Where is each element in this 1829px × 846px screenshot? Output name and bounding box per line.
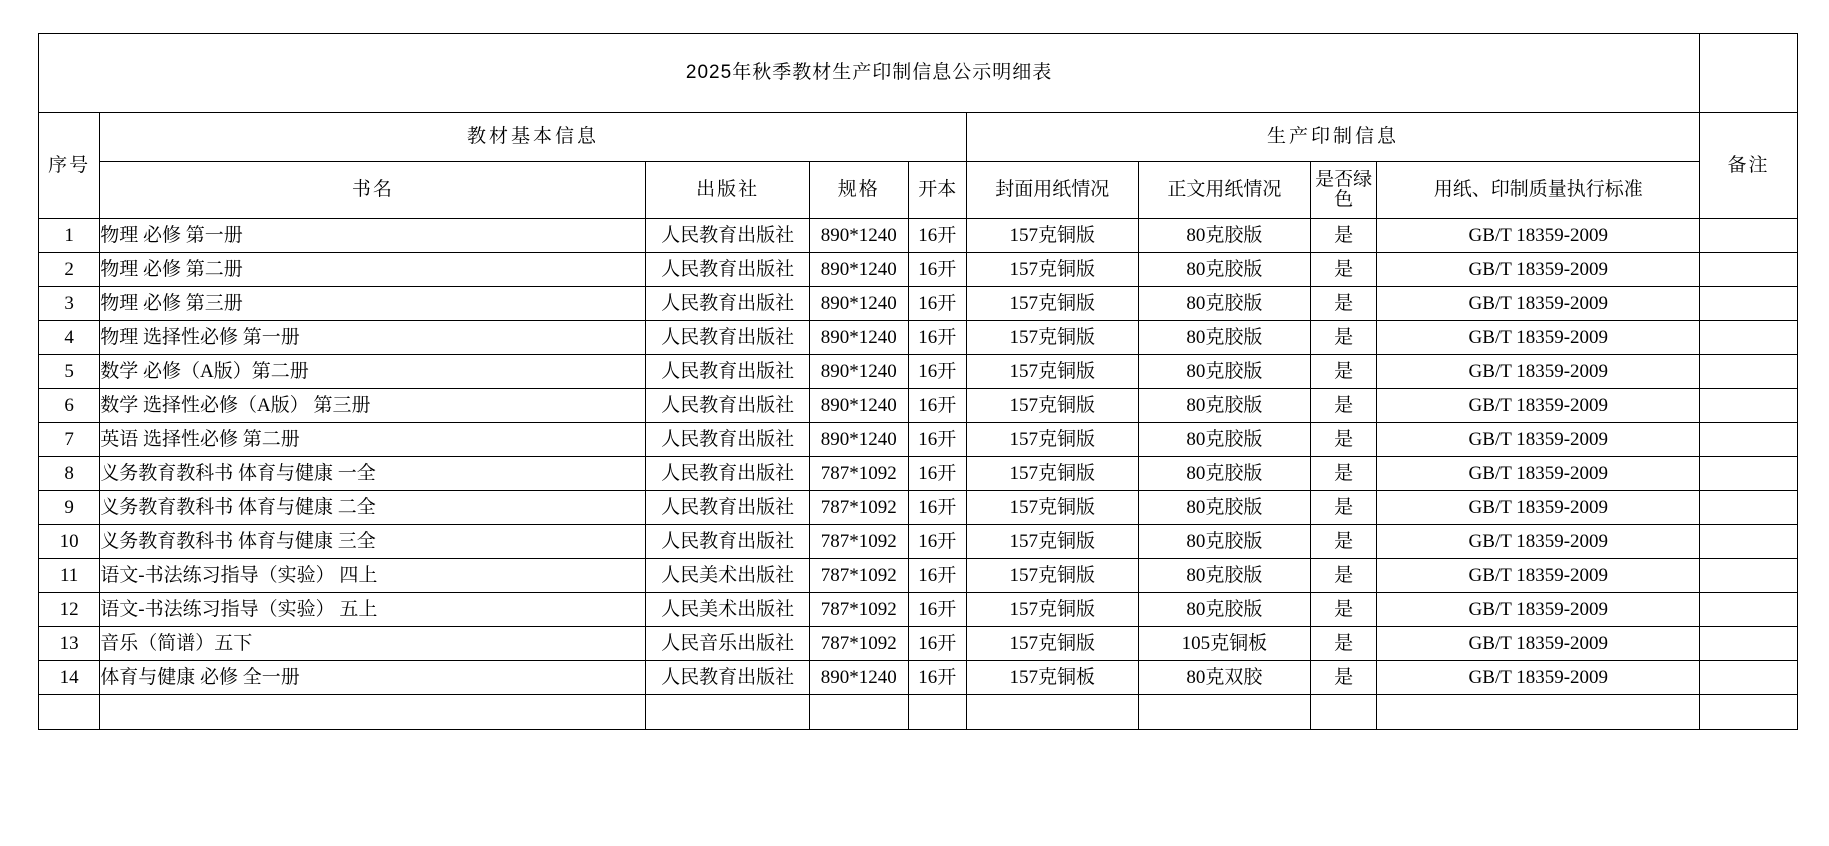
cell-note	[1700, 525, 1798, 559]
cell-green: 是	[1310, 627, 1377, 661]
cell-cover-paper: 157克铜版	[966, 593, 1138, 627]
cell-spec: 890*1240	[809, 219, 908, 253]
column-header-note: 备注	[1700, 113, 1798, 219]
cell-format: 16开	[908, 423, 966, 457]
cell-spec: 890*1240	[809, 287, 908, 321]
cell-empty-spec	[809, 695, 908, 730]
cell-spec: 787*1092	[809, 525, 908, 559]
cell-note	[1700, 661, 1798, 695]
cell-cover-paper: 157克铜版	[966, 627, 1138, 661]
cell-book-name: 数学 必修（A版）第二册	[100, 355, 646, 389]
cell-text-paper: 80克胶版	[1138, 525, 1310, 559]
cell-empty-note	[1700, 695, 1798, 730]
cell-note	[1700, 389, 1798, 423]
cell-seq: 14	[39, 661, 100, 695]
cell-standard: GB/T 18359-2009	[1377, 457, 1700, 491]
cell-seq: 12	[39, 593, 100, 627]
table-row	[39, 355, 1798, 389]
cell-spec: 787*1092	[809, 593, 908, 627]
cell-cover-paper: 157克铜版	[966, 457, 1138, 491]
column-header-format: 开本	[908, 162, 966, 219]
cell-text-paper: 80克胶版	[1138, 253, 1310, 287]
cell-green: 是	[1310, 593, 1377, 627]
cell-empty-format	[908, 695, 966, 730]
column-header-book-name: 书名	[100, 162, 646, 219]
cell-format: 16开	[908, 457, 966, 491]
cell-spec: 787*1092	[809, 559, 908, 593]
cell-format: 16开	[908, 219, 966, 253]
cell-green: 是	[1310, 219, 1377, 253]
table-row-empty	[39, 695, 1798, 730]
cell-text-paper: 80克胶版	[1138, 219, 1310, 253]
cell-format: 16开	[908, 593, 966, 627]
cell-publisher: 人民教育出版社	[646, 525, 809, 559]
cell-cover-paper: 157克铜版	[966, 559, 1138, 593]
cell-text-paper: 80克胶版	[1138, 491, 1310, 525]
cell-text-paper: 80克胶版	[1138, 559, 1310, 593]
cell-empty-text-paper	[1138, 695, 1310, 730]
cell-book-name: 物理 选择性必修 第一册	[100, 321, 646, 355]
table-row	[39, 423, 1798, 457]
cell-format: 16开	[908, 491, 966, 525]
group-header-row	[39, 113, 1798, 162]
cell-standard: GB/T 18359-2009	[1377, 491, 1700, 525]
column-header-cover-paper: 封面用纸情况	[966, 162, 1138, 219]
cell-publisher: 人民美术出版社	[646, 559, 809, 593]
table-row	[39, 491, 1798, 525]
cell-note	[1700, 559, 1798, 593]
cell-green: 是	[1310, 423, 1377, 457]
table-row	[39, 661, 1798, 695]
cell-spec: 890*1240	[809, 321, 908, 355]
cell-green: 是	[1310, 389, 1377, 423]
cell-text-paper: 80克胶版	[1138, 287, 1310, 321]
cell-spec: 890*1240	[809, 423, 908, 457]
cell-seq: 10	[39, 525, 100, 559]
cell-empty-cover-paper	[966, 695, 1138, 730]
cell-publisher: 人民音乐出版社	[646, 627, 809, 661]
cell-format: 16开	[908, 253, 966, 287]
cell-spec: 787*1092	[809, 627, 908, 661]
cell-publisher: 人民教育出版社	[646, 423, 809, 457]
cell-seq: 3	[39, 287, 100, 321]
cell-spec: 890*1240	[809, 355, 908, 389]
cell-standard: GB/T 18359-2009	[1377, 321, 1700, 355]
table-row	[39, 321, 1798, 355]
cell-book-name: 义务教育教科书 体育与健康 一全	[100, 457, 646, 491]
cell-publisher: 人民教育出版社	[646, 661, 809, 695]
cell-green: 是	[1310, 525, 1377, 559]
cell-format: 16开	[908, 525, 966, 559]
table-row	[39, 627, 1798, 661]
cell-publisher: 人民教育出版社	[646, 491, 809, 525]
cell-green: 是	[1310, 253, 1377, 287]
cell-green: 是	[1310, 287, 1377, 321]
cell-standard: GB/T 18359-2009	[1377, 253, 1700, 287]
column-header-standard	[1377, 162, 1700, 219]
cell-cover-paper: 157克铜板	[966, 661, 1138, 695]
cell-format: 16开	[908, 355, 966, 389]
cell-seq: 9	[39, 491, 100, 525]
column-header-green-text: 是否绿色	[1315, 170, 1373, 210]
cell-publisher: 人民教育出版社	[646, 389, 809, 423]
cell-seq: 6	[39, 389, 100, 423]
cell-note	[1700, 491, 1798, 525]
cell-text-paper: 80克胶版	[1138, 321, 1310, 355]
cell-standard: GB/T 18359-2009	[1377, 661, 1700, 695]
cell-note	[1700, 627, 1798, 661]
cell-publisher: 人民教育出版社	[646, 253, 809, 287]
cell-format: 16开	[908, 559, 966, 593]
table-row	[39, 593, 1798, 627]
cell-note	[1700, 287, 1798, 321]
cell-cover-paper: 157克铜版	[966, 287, 1138, 321]
cell-cover-paper: 157克铜版	[966, 491, 1138, 525]
spreadsheet-sheet	[38, 33, 1798, 730]
column-header-seq: 序号	[39, 113, 100, 219]
cell-book-name: 物理 必修 第二册	[100, 253, 646, 287]
cell-note	[1700, 423, 1798, 457]
table-row	[39, 559, 1798, 593]
cell-text-paper: 80克胶版	[1138, 355, 1310, 389]
cell-publisher: 人民教育出版社	[646, 219, 809, 253]
cell-cover-paper: 157克铜版	[966, 253, 1138, 287]
cell-seq: 2	[39, 253, 100, 287]
cell-format: 16开	[908, 321, 966, 355]
cell-green: 是	[1310, 491, 1377, 525]
cell-spec: 787*1092	[809, 491, 908, 525]
cell-publisher: 人民教育出版社	[646, 457, 809, 491]
cell-publisher: 人民教育出版社	[646, 355, 809, 389]
column-header-spec: 规格	[809, 162, 908, 219]
cell-publisher: 人民教育出版社	[646, 321, 809, 355]
cell-cover-paper: 157克铜版	[966, 219, 1138, 253]
cell-empty-book-name	[100, 695, 646, 730]
cell-green: 是	[1310, 559, 1377, 593]
cell-spec: 890*1240	[809, 253, 908, 287]
cell-format: 16开	[908, 287, 966, 321]
cell-seq: 8	[39, 457, 100, 491]
cell-book-name: 语文-书法练习指导（实验） 五上	[100, 593, 646, 627]
table-row	[39, 525, 1798, 559]
table-row	[39, 219, 1798, 253]
column-header-text-paper: 正文用纸情况	[1138, 162, 1310, 219]
cell-standard: GB/T 18359-2009	[1377, 287, 1700, 321]
cell-book-name: 音乐（简谱）五下	[100, 627, 646, 661]
cell-format: 16开	[908, 661, 966, 695]
cell-book-name: 语文-书法练习指导（实验） 四上	[100, 559, 646, 593]
cell-format: 16开	[908, 627, 966, 661]
cell-standard: GB/T 18359-2009	[1377, 219, 1700, 253]
table-row	[39, 457, 1798, 491]
cell-cover-paper: 157克铜版	[966, 423, 1138, 457]
cell-empty-green	[1310, 695, 1377, 730]
group-header-basic-info: 教材基本信息	[100, 113, 967, 162]
cell-seq: 11	[39, 559, 100, 593]
cell-seq: 5	[39, 355, 100, 389]
cell-text-paper: 80克双胶	[1138, 661, 1310, 695]
cell-text-paper: 80克胶版	[1138, 593, 1310, 627]
column-header-row	[39, 162, 1798, 219]
cell-spec: 890*1240	[809, 389, 908, 423]
cell-text-paper: 80克胶版	[1138, 389, 1310, 423]
group-header-production-info: 生产印制信息	[966, 113, 1699, 162]
cell-book-name: 物理 必修 第三册	[100, 287, 646, 321]
column-header-publisher: 出版社	[646, 162, 809, 219]
cell-book-name: 体育与健康 必修 全一册	[100, 661, 646, 695]
table-row	[39, 253, 1798, 287]
cell-note	[1700, 355, 1798, 389]
cell-green: 是	[1310, 355, 1377, 389]
cell-book-name: 英语 选择性必修 第二册	[100, 423, 646, 457]
cell-text-paper: 80克胶版	[1138, 457, 1310, 491]
cell-standard: GB/T 18359-2009	[1377, 423, 1700, 457]
cell-standard: GB/T 18359-2009	[1377, 389, 1700, 423]
title-row-spacer	[1700, 34, 1798, 113]
cell-standard: GB/T 18359-2009	[1377, 559, 1700, 593]
cell-note	[1700, 457, 1798, 491]
cell-green: 是	[1310, 321, 1377, 355]
column-header-standard-text: 用纸、印制质量执行标准	[1433, 179, 1643, 201]
cell-book-name: 数学 选择性必修（A版） 第三册	[100, 389, 646, 423]
cell-empty-seq	[39, 695, 100, 730]
cell-book-name: 义务教育教科书 体育与健康 三全	[100, 525, 646, 559]
cell-cover-paper: 157克铜版	[966, 389, 1138, 423]
cell-text-paper: 80克胶版	[1138, 423, 1310, 457]
table-row	[39, 389, 1798, 423]
cell-format: 16开	[908, 389, 966, 423]
cell-spec: 787*1092	[809, 457, 908, 491]
cell-seq: 7	[39, 423, 100, 457]
cell-book-name: 物理 必修 第一册	[100, 219, 646, 253]
textbook-production-table	[38, 33, 1798, 730]
cell-standard: GB/T 18359-2009	[1377, 627, 1700, 661]
cell-seq: 13	[39, 627, 100, 661]
cell-empty-publisher	[646, 695, 809, 730]
cell-empty-standard	[1377, 695, 1700, 730]
cell-publisher: 人民美术出版社	[646, 593, 809, 627]
cell-note	[1700, 321, 1798, 355]
cell-standard: GB/T 18359-2009	[1377, 593, 1700, 627]
cell-seq: 1	[39, 219, 100, 253]
cell-seq: 4	[39, 321, 100, 355]
title-row	[39, 34, 1798, 113]
cell-text-paper: 105克铜板	[1138, 627, 1310, 661]
cell-cover-paper: 157克铜版	[966, 321, 1138, 355]
table-row	[39, 287, 1798, 321]
cell-green: 是	[1310, 661, 1377, 695]
cell-note	[1700, 219, 1798, 253]
cell-publisher: 人民教育出版社	[646, 287, 809, 321]
cell-book-name: 义务教育教科书 体育与健康 二全	[100, 491, 646, 525]
cell-note	[1700, 593, 1798, 627]
cell-spec: 890*1240	[809, 661, 908, 695]
cell-green: 是	[1310, 457, 1377, 491]
column-header-green	[1310, 162, 1377, 219]
page-title: 2025年秋季教材生产印制信息公示明细表	[39, 34, 1700, 113]
cell-standard: GB/T 18359-2009	[1377, 355, 1700, 389]
cell-note	[1700, 253, 1798, 287]
cell-cover-paper: 157克铜版	[966, 355, 1138, 389]
cell-standard: GB/T 18359-2009	[1377, 525, 1700, 559]
cell-cover-paper: 157克铜版	[966, 525, 1138, 559]
